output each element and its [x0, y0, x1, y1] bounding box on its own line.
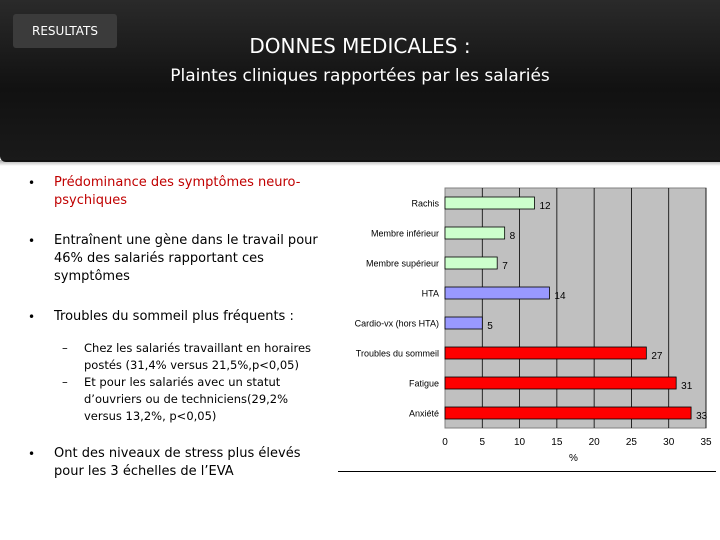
bullet-text: Entraînent une gène dans le travail pour 46% des salariés rapportant ces symptômes: [54, 233, 318, 284]
bar: [445, 347, 646, 359]
sub-bullet-list: [62, 340, 328, 425]
category-label: Rachis: [411, 198, 439, 209]
category-label: Fatigue: [408, 378, 439, 389]
bar: [445, 197, 534, 209]
category-label: Cardio-vx (hors HTA): [354, 318, 439, 329]
bullet-item: [28, 308, 328, 326]
page-subtitle: Plaintes cliniques rapportées par les salariés: [170, 66, 550, 86]
bar: [445, 407, 691, 419]
bullet-dot: •: [28, 310, 36, 324]
plot-area: [445, 188, 706, 428]
x-tick-label: 30: [663, 437, 675, 448]
sub-bullet-text: Chez les salariés travaillant en horaires postés (31,4% versus 21,5%,p<0,05): [84, 341, 312, 372]
sub-bullet-item: [62, 340, 328, 374]
category-label: Anxiété: [408, 408, 439, 419]
bar: [445, 227, 505, 239]
symptoms-bar-chart: [336, 182, 718, 472]
bullet-text: Troubles du sommeil plus fréquents :: [54, 309, 294, 324]
bar: [445, 257, 497, 269]
bullet-item: [28, 174, 328, 210]
bullet-item: [28, 232, 328, 286]
data-label: 31: [681, 381, 693, 392]
x-tick-label: 25: [625, 437, 637, 448]
bottom-rule: [338, 471, 716, 472]
x-tick-label: 10: [514, 437, 526, 448]
section-badge: RESULTATS: [13, 14, 117, 48]
bullet-item: [28, 445, 328, 481]
bar: [445, 317, 482, 329]
header-shadow: [0, 160, 720, 166]
bullet-text: Prédominance des symptômes neuro-psychiques: [54, 175, 301, 208]
page-title: DONNES MEDICALES :: [249, 34, 471, 58]
sub-bullet-dash: –: [62, 341, 68, 355]
sub-bullet-item: [62, 374, 328, 425]
bar: [445, 377, 676, 389]
x-tick-label: 20: [588, 437, 600, 448]
data-label: 33: [696, 411, 708, 422]
data-label: 27: [651, 351, 663, 362]
x-tick-label: 5: [479, 437, 486, 448]
x-tick-label: 35: [700, 437, 712, 448]
category-label: HTA: [421, 288, 439, 299]
bullet-list: [28, 174, 328, 503]
bullet-text: Ont des niveaux de stress plus élevés pour les 3 échelles de l’EVA: [54, 446, 301, 479]
header-banner: [0, 0, 720, 162]
data-label: 14: [554, 291, 566, 302]
bullet-dot: •: [28, 447, 36, 461]
category-label: Membre supérieur: [365, 258, 439, 269]
category-label: Troubles du sommeil: [355, 348, 439, 359]
sub-bullet-dash: –: [62, 375, 68, 389]
category-label: Membre inférieur: [370, 228, 439, 239]
x-tick-label: 0: [442, 437, 448, 448]
data-label: 5: [487, 321, 493, 332]
data-label: 7: [502, 261, 508, 272]
x-axis-label: %: [569, 453, 578, 464]
data-label: 12: [539, 201, 551, 212]
data-label: 8: [509, 231, 516, 242]
sub-bullet-text: Et pour les salariés avec un statut d’ouvriers ou de techniciens(29,2% versus 13,2%, p<0,05): [84, 375, 289, 423]
bar: [445, 287, 549, 299]
x-tick-label: 15: [551, 437, 563, 448]
bullet-dot: •: [28, 176, 36, 190]
bullet-dot: •: [28, 234, 36, 248]
